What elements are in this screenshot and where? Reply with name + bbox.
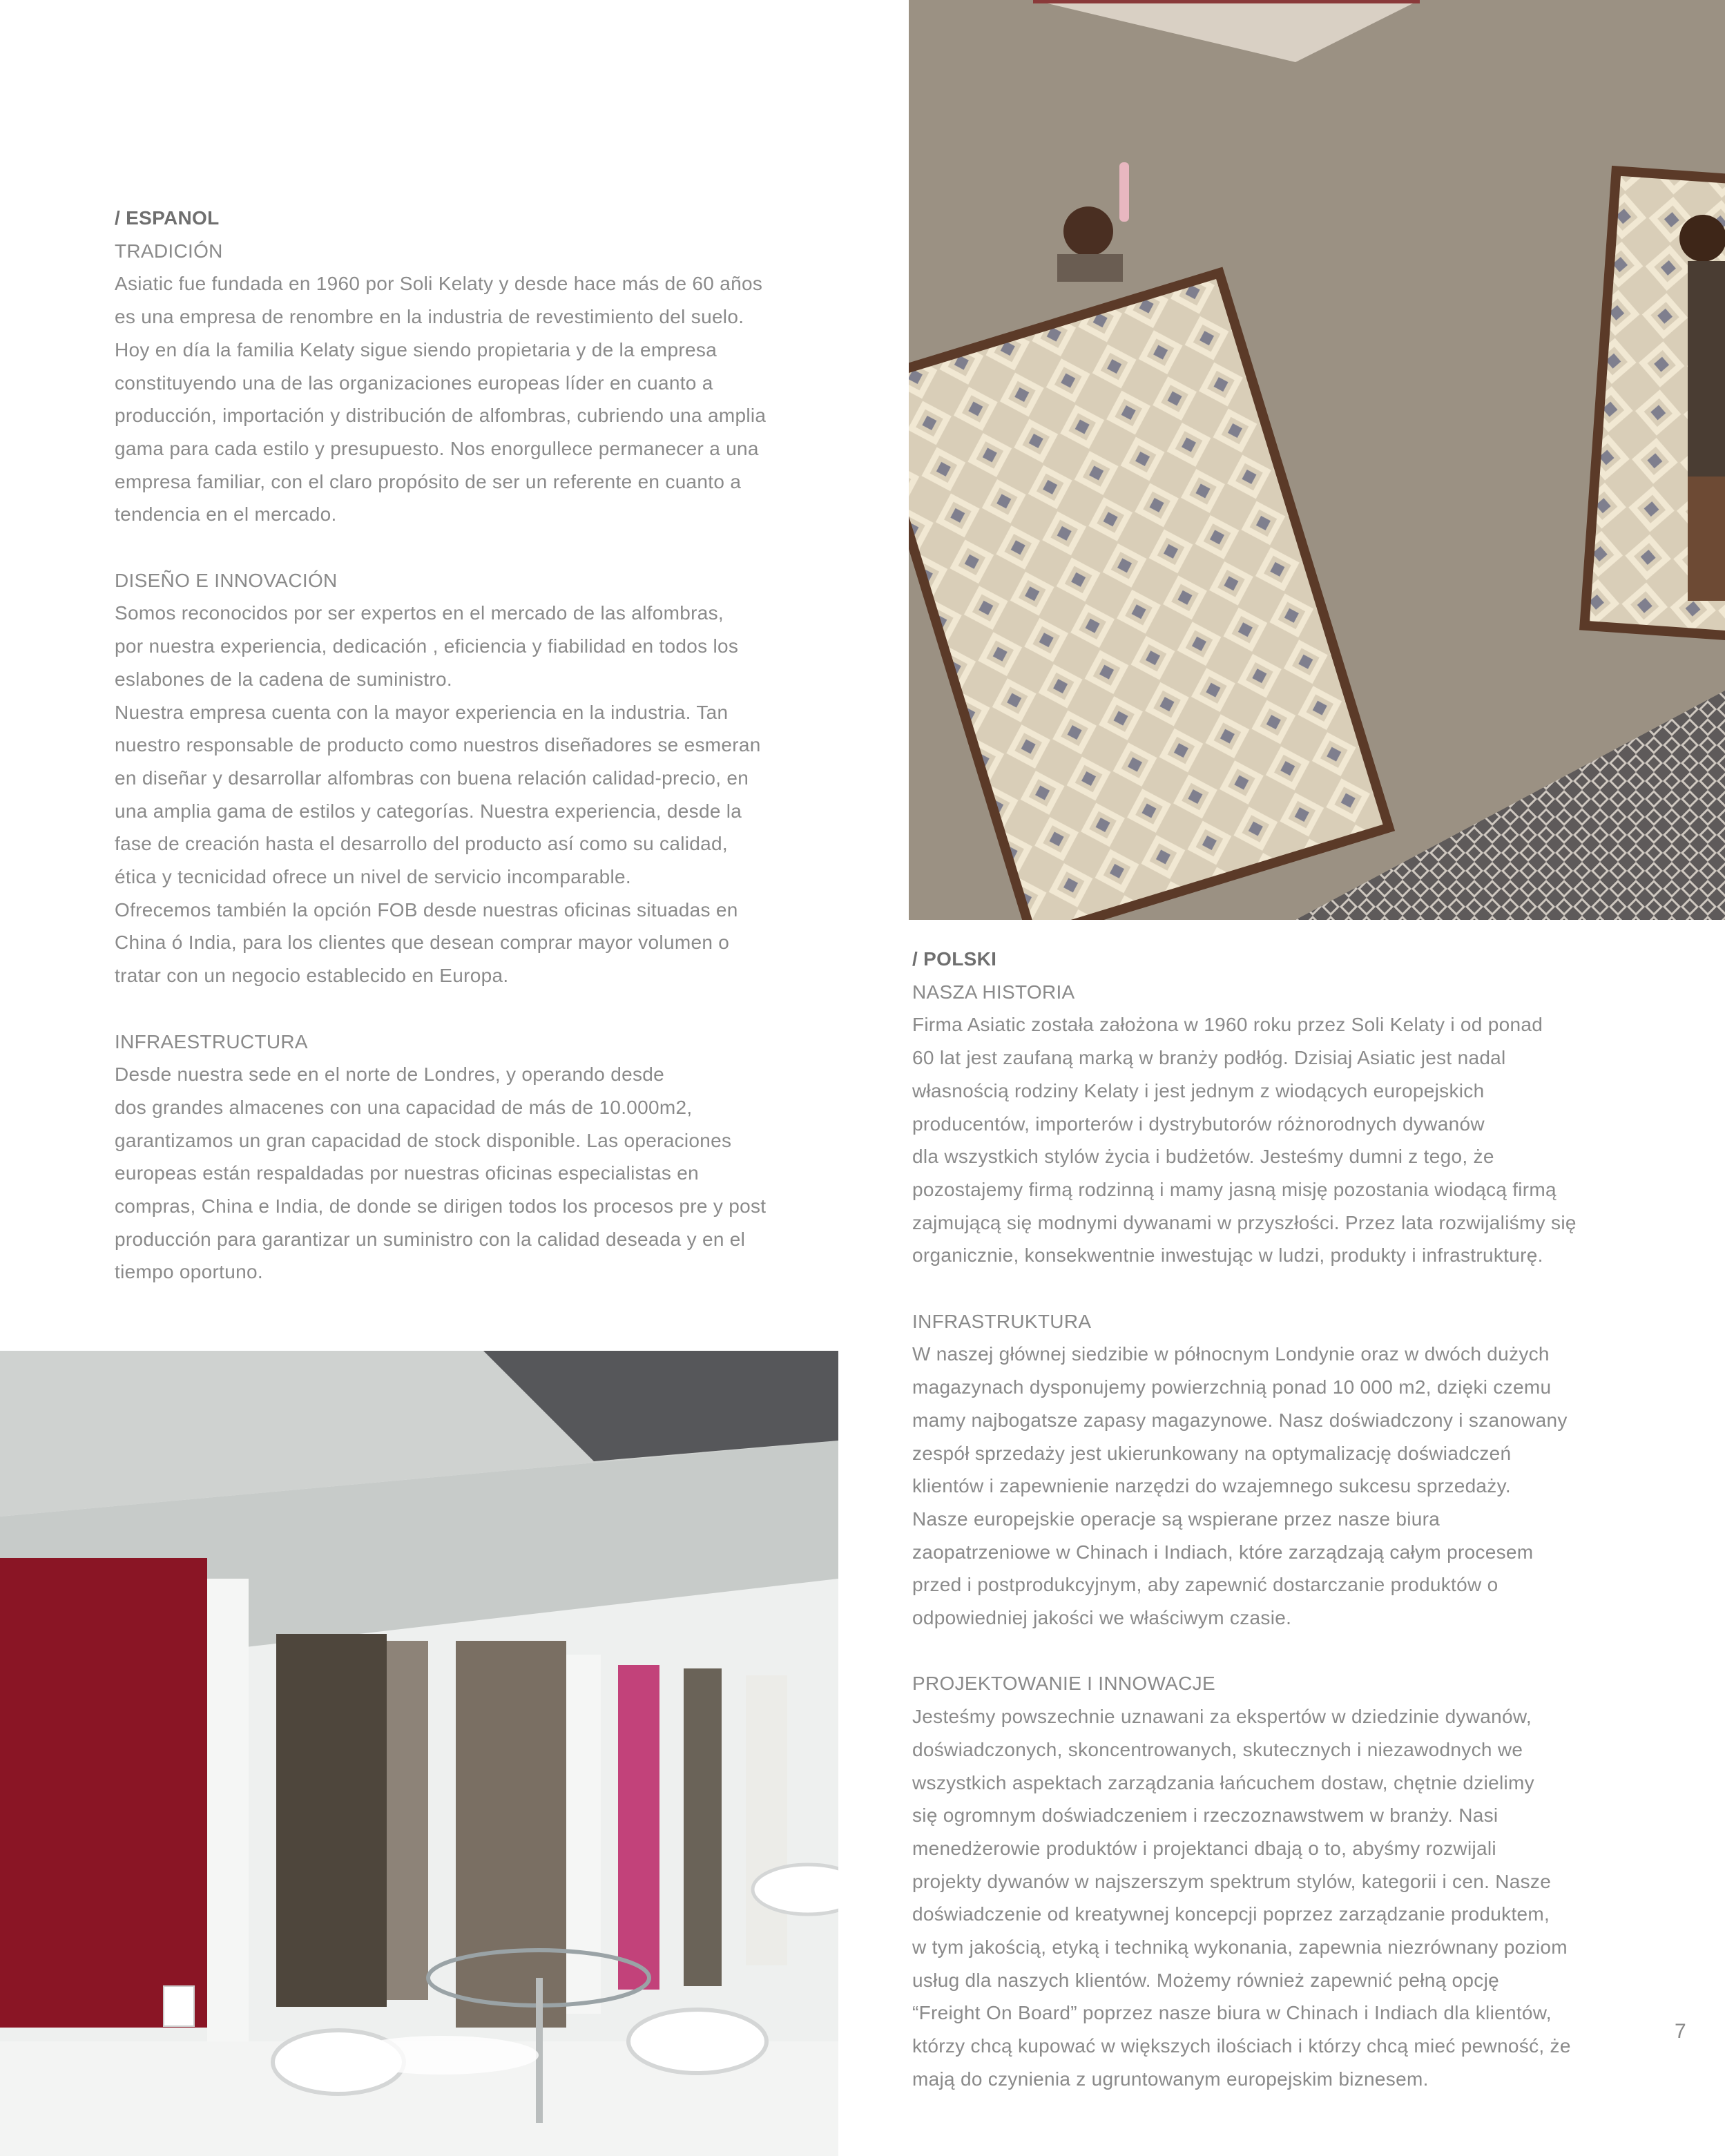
polish-body-historia: Firma Asiatic została założona w 1960 roku przez Soli Kelaty i od ponad 60 lat jest zaufaną marką w branży podłóg. Dzisiaj Asiatic jest nadal własnością rodziny Kelaty i jest jednym z wiodących europejskich producentów, importerów i dystrybutorów różnorodnych dywanów dla wszystkich stylów życia i budżetów. Jesteśmy dumni z tego, że pozostajemy firmą rodzinną i mamy jasną misję pozostania wiodącą firmą zajmującą się modnymi dywanami w przyszłości. Przez lata rozwijaliśmy się organicznie, konsekwentnie inwestując w ludzi, produkty i infrastrukturę. — [912, 1014, 1577, 1267]
polish-heading-historia: NASZA HISTORIA — [912, 981, 1075, 1003]
spanish-language-label: / ESPANOL — [115, 207, 220, 229]
rug-workers-photo — [909, 0, 1725, 920]
section-spacer — [912, 1272, 1617, 1305]
section-spacer — [912, 1635, 1617, 1668]
polish-body-projektowanie: Jesteśmy powszechnie uznawani za ekspertów w dziedzinie dywanów, doświadczonych, skoncentrowanych, skutecznych i niezawodnych we wszystkich aspektach zarządzania łańcuchem dostaw, chętnie dzielimy się ogromnym doświadczeniem i rzeczoznawstwem w branży. Nasi menedżerowie produktów i projektanci dbają o to, abyśmy rozwijali projekty dywanów w najszerszym spektrum stylów, kategorii i cen. Nasze doświadczenie od kreatywnej koncepcji poprzez zarządzanie produktem, w tym jakością, etyką i techniką wykonania, zapewnia niezrównany poziom usług dla naszych klientów. Możemy również zapewnić pełną opcję “Freight On Board” poprzez nasze biura w Chinach i Indiach dla klientów, którzy chcą kupować w większych ilościach i którzy chcą mieć pewność, że mają do czynienia z ugruntowanym europejskim biznesem. — [912, 1706, 1571, 2090]
spanish-heading-diseno: DISEÑO E INNOVACIÓN — [115, 569, 338, 591]
showroom-illustration — [0, 1351, 838, 2156]
spanish-body-tradicion: Asiatic fue fundada en 1960 por Soli Kelaty y desde hace más de 60 años es una empresa de renombre en la industria de revestimiento del suelo. Hoy en día la familia Kelaty sigue siendo propietaria y de la empresa constituyendo una de las organizaciones europeas líder en cuanto a producción, importación y distribución de alfombras, cubriendo una amplia gama para cada estilo y presupuesto. Nos enorgullece permanecer a una empresa familiar, con el claro propósito de ser un referente en cuanto a tendencia en el mercado. — [115, 273, 767, 526]
page-number: 7 — [1675, 2020, 1686, 2043]
section-spacer — [115, 992, 819, 1026]
polish-language-label: / POLSKI — [912, 948, 997, 970]
spanish-text-column — [115, 202, 819, 1289]
polish-body-infrastruktura: W naszej głównej siedzibie w północnym Londynie oraz w dwóch dużych magazynach dysponujemy powierzchnią ponad 10 000 m2, dzięki czemu mamy najbogatsze zapasy magazynowe. Nasz doświadczony i szanowany zespół sprzedaży jest ukierunkowany na optymalizację doświadczeń klientów i zapewnienie narzędzi do wzajemnego sukcesu sprzedaży. Nasze europejskie operacje są wspierane przez nasze biura zaopatrzeniowe w Chinach i Indiach, które zarządzają całym procesem przed i postprodukcyjnym, aby zapewnić dostarczanie produktów o odpowiedniej jakości we właściwym czasie. — [912, 1343, 1568, 1629]
spanish-heading-infraestructura: INFRAESTRUCTURA — [115, 1030, 308, 1052]
rug-workers-illustration — [909, 0, 1725, 920]
spanish-body-infraestructura: Desde nuestra sede en el norte de Londres, y operando desde dos grandes almacenes con una capacidad de más de 10.000m2, garantizamos un gran capacidad de stock disponible. Las operaciones europeas están respaldadas por nuestras oficinas especialistas en compras, China e India, de donde se dirigen todos los procesos pre y post producción para garantizar un suministro con la calidad deseada y en el tiempo oportuno. — [115, 1063, 767, 1283]
showroom-photo — [0, 1351, 838, 2156]
section-spacer — [115, 531, 819, 564]
spanish-heading-tradicion: TRADICIÓN — [115, 240, 223, 262]
polish-heading-infrastruktura: INFRASTRUKTURA — [912, 1310, 1092, 1332]
polish-heading-projektowanie: PROJEKTOWANIE I INNOWACJE — [912, 1673, 1215, 1695]
polish-text-column — [912, 943, 1617, 2096]
spanish-body-diseno: Somos reconocidos por ser expertos en el mercado de las alfombras, por nuestra experiencia, dedicación , eficiencia y fiabilidad en todos los eslabones de la cadena de suministro. Nuestra empresa cuenta con la mayor experiencia en la industria. Tan nuestro responsable de producto como nuestros diseñadores se esmeran en diseñar y desarrollar alfombras con buena relación calidad-precio, en una amplia gama de estilos y categorías. Nuestra experiencia, desde la fase de creación hasta el desarrollo del producto así como su calidad, ética y tecnicidad ofrece un nivel de servicio incomparable. Ofrecemos también la opción FOB desde nuestras oficinas situadas en China ó India, para los clientes que desean comprar mayor volumen o tratar con un negocio establecido en Europa. — [115, 602, 761, 987]
